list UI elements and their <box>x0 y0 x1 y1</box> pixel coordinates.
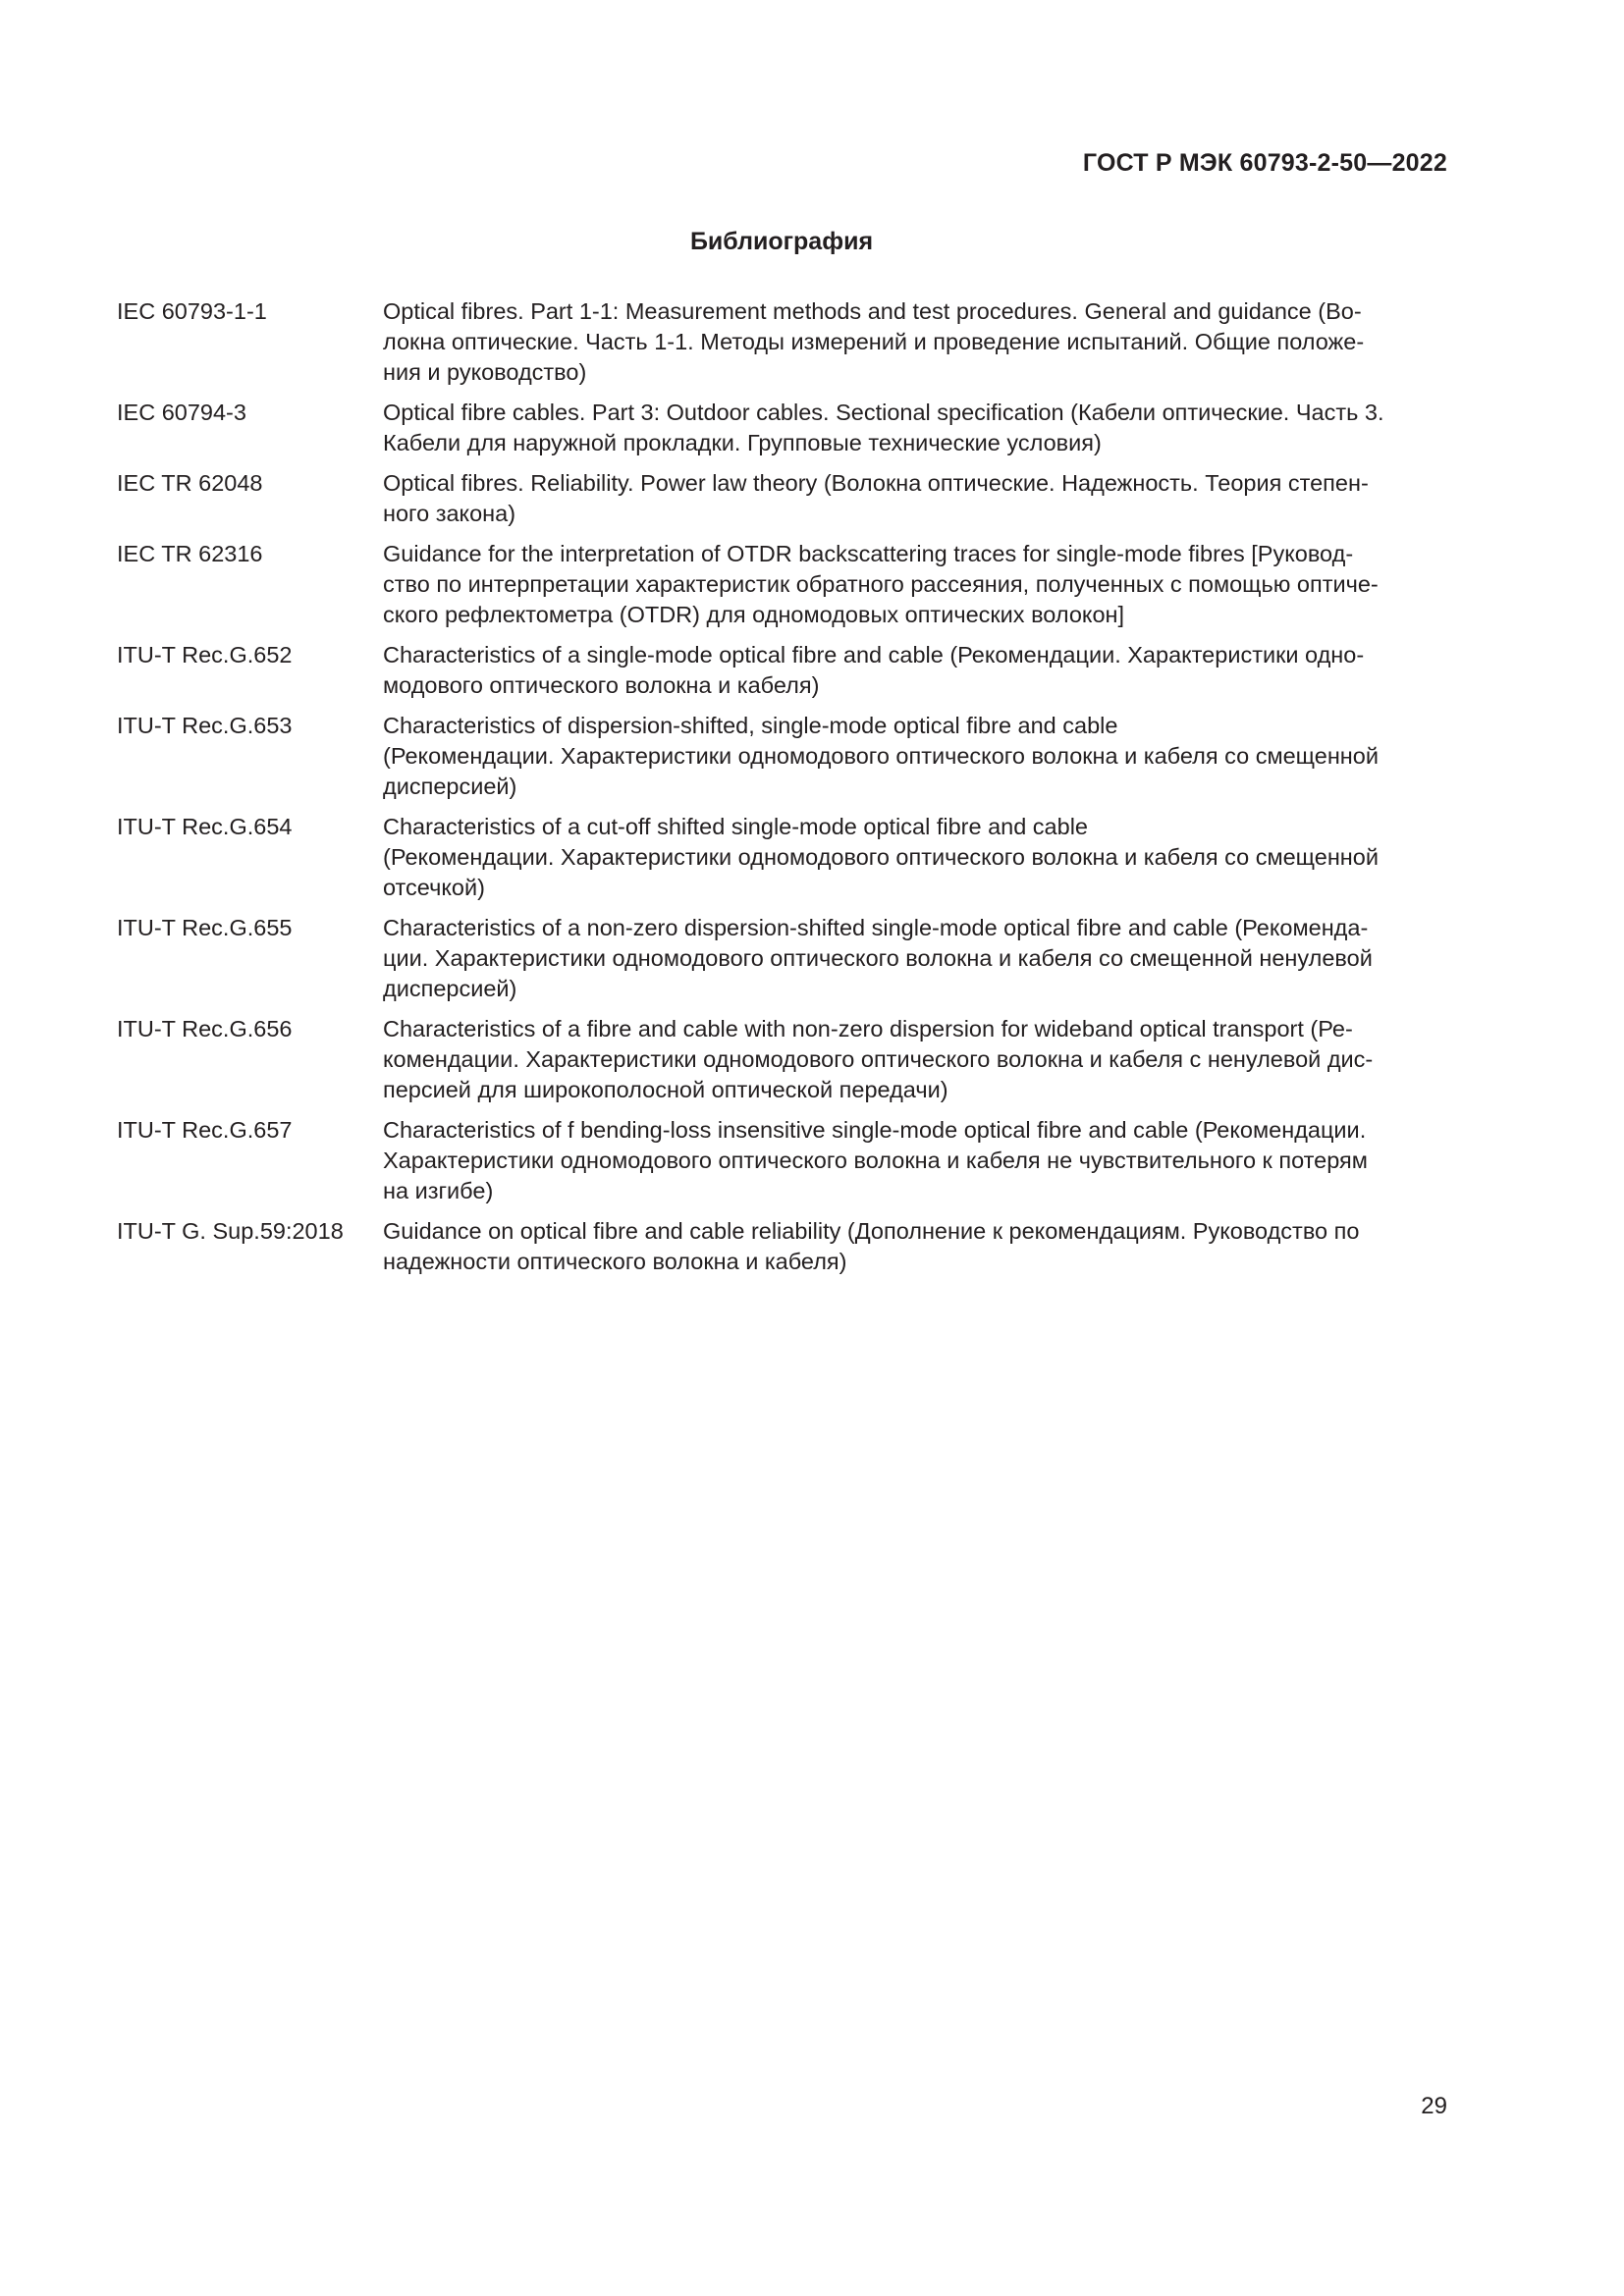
description-line: Characteristics of f bending-loss insensitive single-mode optical fibre and cable (Рекомендации. <box>383 1117 1367 1143</box>
entry-description <box>383 468 1448 529</box>
bibliography-entry <box>117 1014 1448 1105</box>
description-line: отсечкой) <box>383 875 485 900</box>
entry-reference: ITU-T Rec.G.652 <box>117 642 293 667</box>
description-line: ции. Характеристики одномодового оптического волокна и кабеля со смещенной ненулевой <box>383 945 1373 971</box>
entry-description <box>383 1216 1448 1277</box>
description-line: дисперсией) <box>383 976 517 1001</box>
section-heading: Библиография <box>689 228 874 255</box>
description-line: (Рекомендации. Характеристики одномодового оптического волокна и кабеля со смещенной <box>383 844 1379 870</box>
bibliography-entry <box>117 539 1448 630</box>
description-line: Characteristics of dispersion-shifted, single-mode optical fibre and cable <box>383 713 1118 738</box>
bibliography-entry <box>117 640 1448 701</box>
entry-reference: IEC 60793-1-1 <box>117 298 267 324</box>
bibliography-entry <box>117 468 1448 529</box>
bibliography-list <box>117 296 1448 1287</box>
page-number: 29 <box>1421 2093 1447 2119</box>
bibliography-entry <box>117 296 1448 388</box>
bibliography-entry <box>117 1115 1448 1206</box>
entry-description <box>383 1014 1448 1105</box>
description-line: модового оптического волокна и кабеля) <box>383 672 820 698</box>
entry-description <box>383 398 1448 458</box>
description-line: Characteristics of a cut-off shifted single-mode optical fibre and cable <box>383 814 1088 839</box>
description-line: Characteristics of a single-mode optical fibre and cable (Рекомендации. Характеристики одно- <box>383 642 1365 667</box>
entry-description <box>383 1115 1448 1206</box>
description-line: Guidance on optical fibre and cable reliability (Дополнение к рекомендациям. Руководство по <box>383 1218 1360 1244</box>
description-line: ния и руководство) <box>383 359 587 385</box>
description-line: ство по интерпретации характеристик обратного рассеяния, полученных с помощью оптиче- <box>383 571 1379 597</box>
description-line: ного закона) <box>383 501 516 526</box>
entry-reference: ITU-T Rec.G.653 <box>117 713 293 738</box>
entry-description <box>383 711 1448 802</box>
entry-description <box>383 913 1448 1004</box>
description-line: Характеристики одномодового оптического волокна и кабеля не чувствительного к потерям <box>383 1148 1368 1173</box>
entry-description <box>383 539 1448 630</box>
bibliography-entry <box>117 398 1448 458</box>
entry-reference: ITU-T Rec.G.656 <box>117 1016 293 1041</box>
entry-reference: IEC TR 62048 <box>117 470 263 496</box>
description-line: комендации. Характеристики одномодового оптического волокна и кабеля с ненулевой дис- <box>383 1046 1374 1072</box>
description-line: Кабели для наружной прокладки. Групповые технические условия) <box>383 430 1102 455</box>
description-line: Optical fibre cables. Part 3: Outdoor cables. Sectional specification (Кабели оптические. Часть 3. <box>383 400 1384 425</box>
description-line: на изгибе) <box>383 1178 494 1203</box>
description-line: Optical fibres. Reliability. Power law theory (Волокна оптические. Надежность. Теория степен- <box>383 470 1369 496</box>
description-line: дисперсией) <box>383 774 517 799</box>
description-line: надежности оптического волокна и кабеля) <box>383 1249 847 1274</box>
document-code: ГОСТ Р МЭК 60793-2-50—2022 <box>1082 149 1447 177</box>
entry-reference: ITU-T Rec.G.655 <box>117 915 293 940</box>
entry-description <box>383 640 1448 701</box>
description-line: Optical fibres. Part 1-1: Measurement methods and test procedures. General and guidance (Во- <box>383 298 1362 324</box>
description-line: (Рекомендации. Характеристики одномодового оптического волокна и кабеля со смещенной <box>383 743 1379 769</box>
bibliography-entry <box>117 812 1448 903</box>
description-line: Characteristics of a fibre and cable with non-zero dispersion for wideband optical transport (Ре- <box>383 1016 1353 1041</box>
bibliography-entry <box>117 1216 1448 1277</box>
description-line: локна оптические. Часть 1-1. Методы измерений и проведение испытаний. Общие положе- <box>383 329 1365 354</box>
entry-reference: ITU-T G. Sup.59:2018 <box>117 1218 344 1244</box>
bibliography-entry <box>117 913 1448 1004</box>
entry-reference: IEC 60794-3 <box>117 400 246 425</box>
bibliography-entry <box>117 711 1448 802</box>
entry-description <box>383 296 1448 388</box>
entry-description <box>383 812 1448 903</box>
description-line: ского рефлектометра (OTDR) для одномодовых оптических волокон] <box>383 602 1125 627</box>
description-line: Characteristics of a non-zero dispersion-shifted single-mode optical fibre and cable (Рекоменда- <box>383 915 1369 940</box>
description-line: Guidance for the interpretation of OTDR backscattering traces for single-mode fibres [Руковод- <box>383 541 1354 566</box>
description-line: персией для широкополосной оптической передачи) <box>383 1077 948 1102</box>
entry-reference: IEC TR 62316 <box>117 541 263 566</box>
entry-reference: ITU-T Rec.G.657 <box>117 1117 293 1143</box>
entry-reference: ITU-T Rec.G.654 <box>117 814 293 839</box>
